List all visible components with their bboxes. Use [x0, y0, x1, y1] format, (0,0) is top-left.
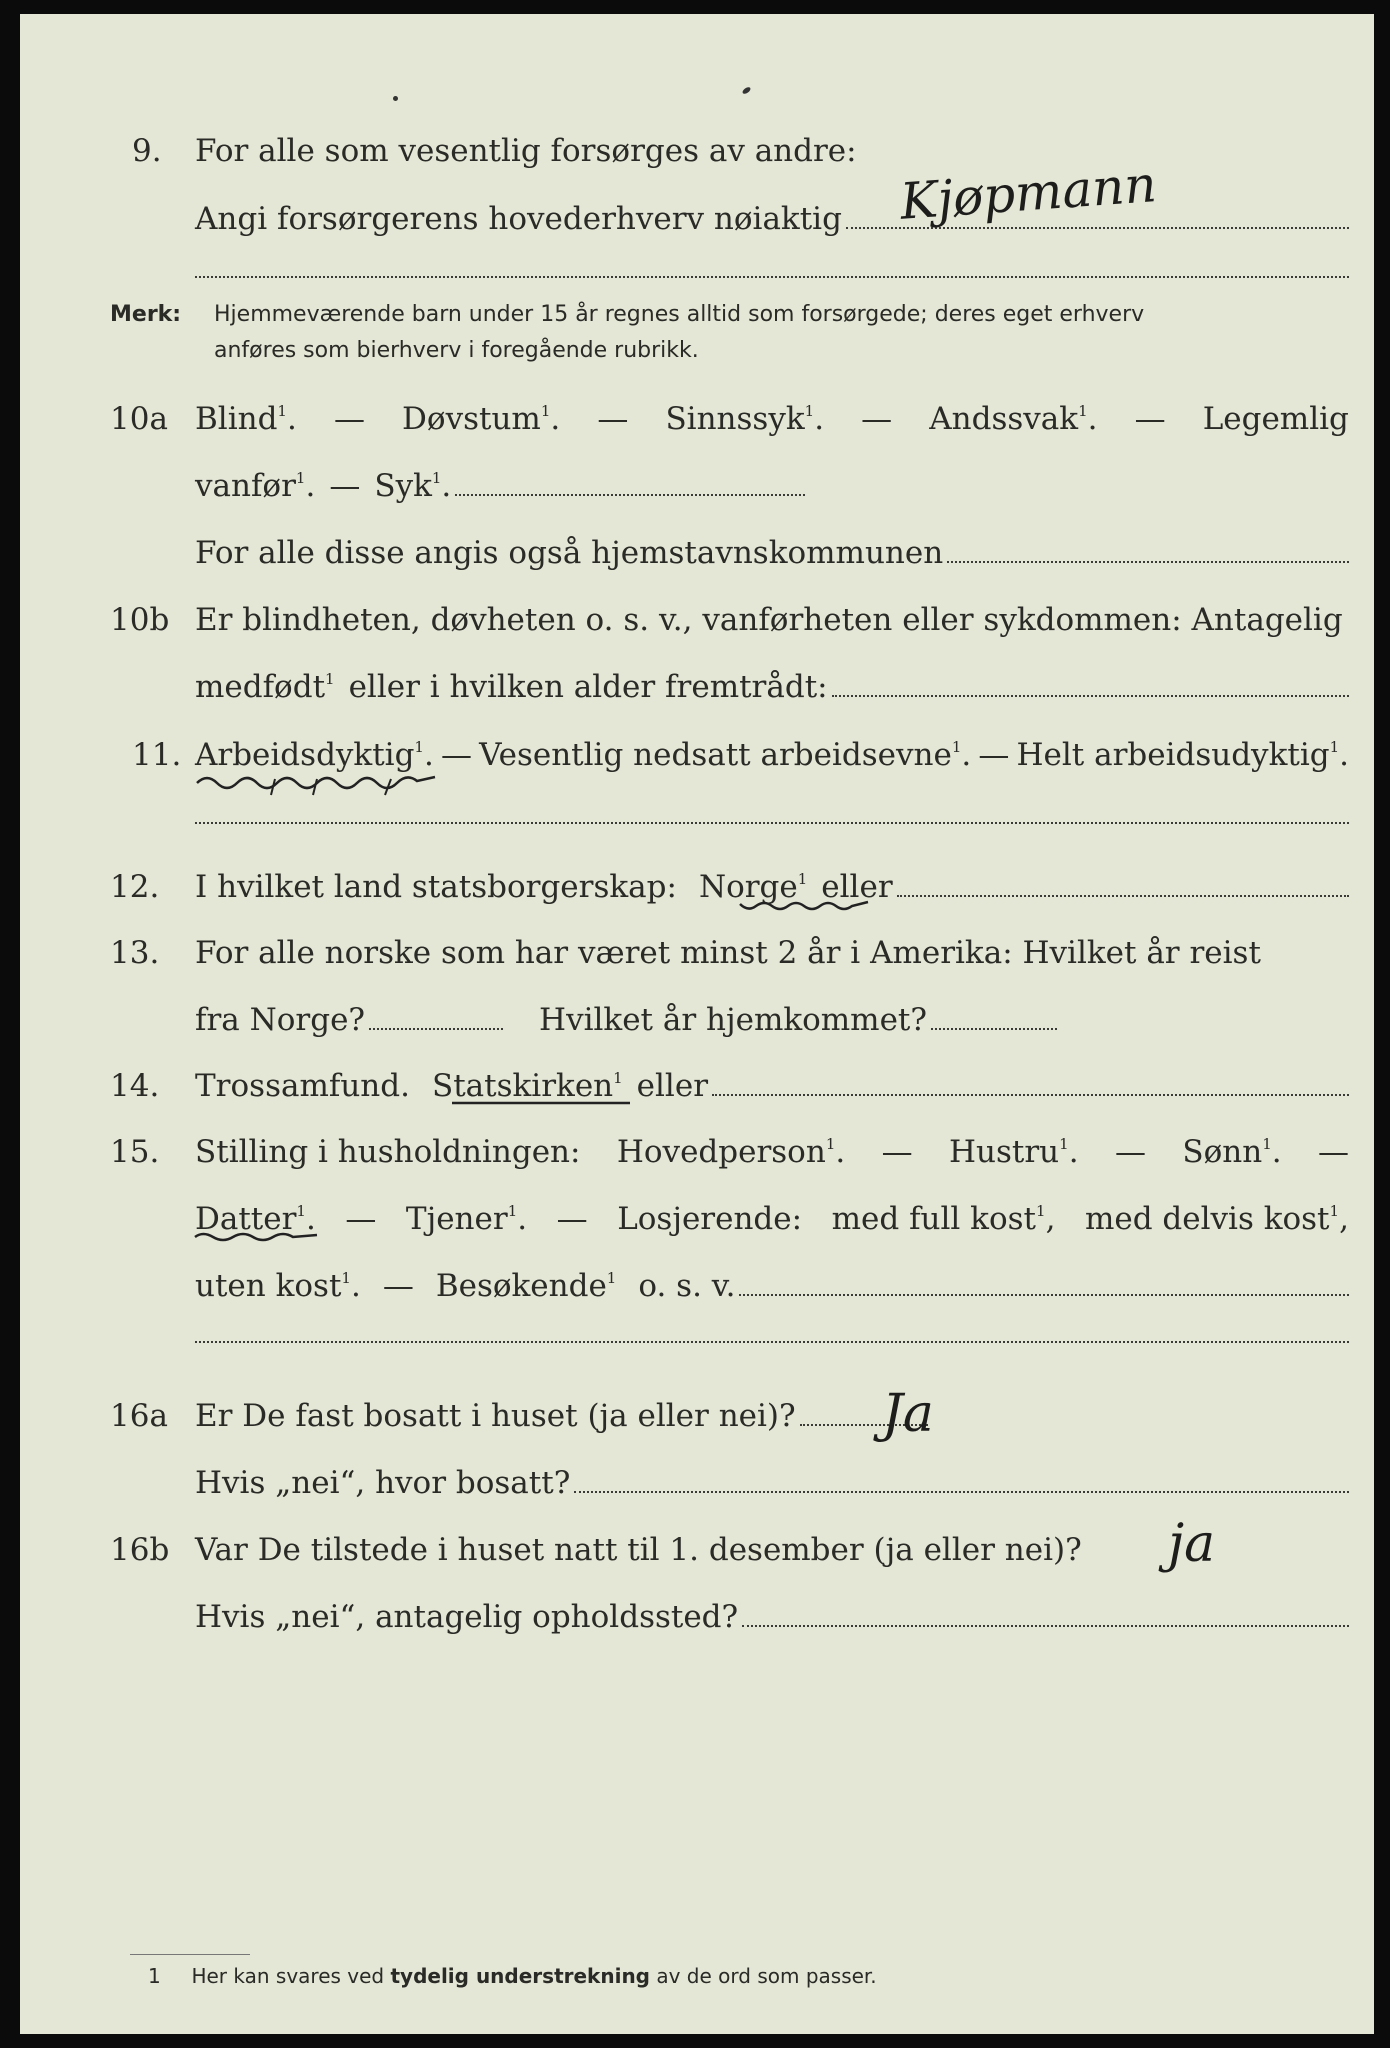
option-uten-kost[interactable]: uten kost$^1$. [195, 1268, 361, 1304]
question-text: For alle norske som har været minst 2 år i Amerika: Hvilket år reist [195, 935, 1261, 971]
question-number: 12. [110, 869, 160, 905]
note-text: anføres som bierhverv i foregående rubrikk. [214, 338, 699, 363]
question-10a-line-3 [20, 528, 1374, 578]
handwritten-answer-fast-bosatt: Ja [882, 1384, 934, 1444]
footnote-emphasis: tydelig understrekning [390, 1964, 650, 1988]
question-text: Hvis „nei“, hvor bosatt? [195, 1465, 571, 1501]
dash: — [440, 737, 472, 773]
option-blind[interactable]: Blind$^1$. [195, 401, 297, 437]
dash: — [1317, 1134, 1349, 1170]
question-text: Hvis „nei“, antagelig opholdssted? [195, 1599, 739, 1635]
option-losjerende: Losjerende: [617, 1201, 803, 1237]
question-number: 14. [110, 1068, 160, 1104]
ink-dot [393, 96, 398, 101]
handwritten-answer-occupation: Kjøpmann [898, 155, 1159, 231]
dash: — [345, 1201, 377, 1237]
option-andssvak[interactable]: Andssvak$^1$. [929, 401, 1098, 437]
option-norge[interactable]: Norge$^1$ [698, 869, 808, 905]
option-sinnssyk[interactable]: Sinnssyk$^1$. [665, 401, 825, 437]
question-15-line-1 [20, 1127, 1374, 1177]
dash: — [861, 401, 893, 437]
question-16a-line-2 [20, 1458, 1374, 1508]
question-14 [20, 1061, 1374, 1111]
footnote [148, 1964, 877, 1988]
option-besokende[interactable]: Besøkende$^1$ [435, 1268, 617, 1304]
question-text: Trossamfund. [195, 1068, 410, 1104]
answer-field-stilling[interactable] [739, 1262, 1349, 1296]
handwritten-underline-arbeidsdyktig [195, 769, 445, 799]
question-text: Angi forsørgerens hovederhverv nøiaktig [195, 201, 842, 237]
question-text: Stilling i husholdningen: [195, 1134, 581, 1170]
answer-field-hjemstavnskommune[interactable] [947, 529, 1349, 563]
question-number: 16a [110, 1398, 168, 1434]
option-legemlig[interactable]: Legemlig [1202, 401, 1349, 437]
question-text: For alle disse angis også hjemstavnskommunen [195, 535, 944, 571]
answer-field-reist[interactable] [369, 996, 503, 1030]
question-number: 9. [132, 133, 162, 169]
note-label: Merk: [110, 302, 182, 327]
question-text: eller i hvilken alder fremtrådt: [348, 669, 828, 705]
option-dovstum[interactable]: Døvstum$^1$. [402, 401, 561, 437]
separator-line [195, 822, 1349, 824]
note-block [110, 297, 1360, 369]
option-datter[interactable]: Datter$^1$. [195, 1201, 316, 1237]
option-medfodt[interactable]: medfødt$^1$ [195, 669, 335, 705]
option-statskirken[interactable]: Statskirken$^1$ [431, 1068, 623, 1104]
question-9-line-1 [20, 126, 1374, 176]
option-hovedperson[interactable]: Hovedperson$^1$. [616, 1134, 846, 1170]
option-tjener[interactable]: Tjener$^1$. [405, 1201, 528, 1237]
question-text: eller [821, 869, 893, 905]
option-sonn[interactable]: Sønn$^1$. [1182, 1134, 1282, 1170]
separator-line [195, 1341, 1349, 1343]
handwritten-underline-datter [193, 1229, 323, 1245]
dash: — [1134, 401, 1166, 437]
footnote-rule [130, 1954, 250, 1955]
option-hustru[interactable]: Hustru$^1$. [949, 1134, 1079, 1170]
question-13-line-2 [20, 995, 1374, 1045]
dash: — [978, 737, 1010, 773]
question-10a-line-2 [20, 461, 1374, 511]
question-13-line-1 [20, 928, 1374, 978]
separator-line [195, 276, 1349, 278]
answer-field-trossamfund[interactable] [712, 1062, 1349, 1096]
question-number: 10a [110, 401, 168, 437]
question-16b-line-2 [20, 1592, 1374, 1642]
option-vanfor[interactable]: vanfør$^1$. [195, 468, 316, 504]
dash: — [597, 401, 629, 437]
question-10b-line-2 [20, 662, 1374, 712]
question-16a-line-1 [20, 1391, 1374, 1441]
question-text: eller [636, 1068, 709, 1104]
handwritten-underline-norge [738, 898, 878, 918]
ink-mark [741, 86, 751, 95]
question-text: For alle som vesentlig forsørges av andre: [195, 133, 857, 169]
question-text: fra Norge? [195, 1002, 366, 1038]
dash: — [1114, 1134, 1146, 1170]
footnote-mark: 1 [148, 1964, 161, 1988]
handwritten-underline-statskirken [450, 1097, 640, 1111]
handwritten-answer-tilstede: ja [1168, 1514, 1216, 1574]
dash: — [556, 1201, 588, 1237]
answer-field-hjemkommet[interactable] [931, 996, 1057, 1030]
question-text: I hvilket land statsborgerskap: [195, 869, 677, 905]
question-text: Er De fast bosatt i huset (ja eller nei)? [195, 1398, 796, 1434]
question-12 [20, 862, 1374, 912]
question-number: 13. [110, 935, 160, 971]
option-arbeidsudyktig[interactable]: Helt arbeidsudyktig$^1$. [1016, 737, 1349, 773]
option-delvis-kost[interactable]: med delvis kost$^1$, [1084, 1201, 1349, 1237]
question-10b-line-1 [20, 595, 1374, 645]
question-number: 16b [110, 1532, 170, 1568]
question-15-line-3 [20, 1261, 1374, 1311]
footnote-text: Her kan svares ved [191, 1964, 385, 1988]
question-text: Hvilket år hjemkommet? [539, 1002, 928, 1038]
question-number: 10b [110, 602, 170, 638]
answer-field-alder[interactable] [832, 663, 1349, 697]
dash: — [333, 401, 365, 437]
dash: — [881, 1134, 913, 1170]
answer-field-syk[interactable] [455, 462, 805, 496]
question-number: 15. [110, 1134, 160, 1170]
footnote-text: av de ord som passer. [656, 1964, 877, 1988]
option-full-kost[interactable]: med full kost$^1$, [831, 1201, 1056, 1237]
option-nedsatt-arbeidsevne[interactable]: Vesentlig nedsatt arbeidsevne$^1$. [479, 737, 972, 773]
option-arbeidsdyktig[interactable]: Arbeidsdyktig$^1$. [195, 737, 434, 773]
question-9-line-2 [20, 194, 1374, 244]
option-syk[interactable]: Syk$^1$. [374, 468, 452, 504]
note-text: Hjemmeværende barn under 15 år regnes alltid som forsørgede; deres eget erhverv [214, 302, 1145, 327]
question-text: Er blindheten, døvheten o. s. v., vanførheten eller sykdommen: Antagelig [195, 602, 1343, 638]
dash: — [329, 468, 361, 504]
dash: — [382, 1268, 414, 1304]
question-number: 11. [132, 737, 182, 773]
census-form-page [20, 14, 1374, 2034]
answer-field-bosatt[interactable] [574, 1459, 1349, 1493]
question-text: o. s. v. [638, 1268, 736, 1304]
question-text: Var De tilstede i huset natt til 1. desember (ja eller nei)? [195, 1532, 1082, 1568]
answer-field-statsborgerskap[interactable] [897, 863, 1349, 897]
question-10a-line-1 [20, 394, 1374, 444]
answer-field-opholdssted[interactable] [742, 1593, 1349, 1627]
